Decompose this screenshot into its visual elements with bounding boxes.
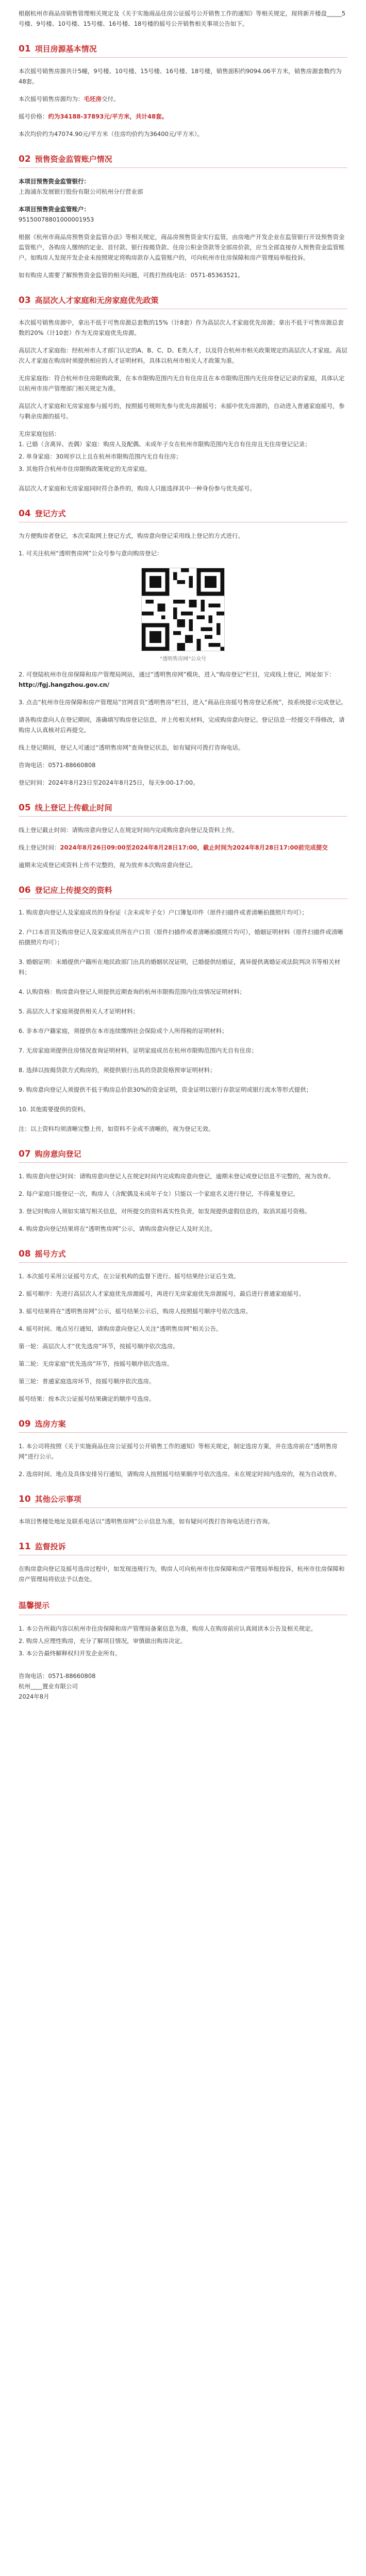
section-number: 11 xyxy=(19,1541,31,1552)
note: 注：以上资料均须清晰完整上传，如资料不全或不清晰的，视为登记无效。 xyxy=(19,1125,214,1132)
register-time: 登记时间：2024年8月23日至2024年8月25日，每天9:00-17:00。 xyxy=(19,779,199,786)
account-label: 本项目预售资金监管账户： xyxy=(19,206,90,213)
materials-list xyxy=(19,907,347,1114)
deadline-paragraph: 线上登记时间：2024年8月26日09:00至2024年8月28日17:00，截止时间为2024年8月28日17:00前完成提交 xyxy=(19,844,328,851)
paragraph: 1. 购房意向登记时间：请购房意向登记人在规定时间内完成购房意向登记，逾期未登记或登记信息不完整的，视为放弃。 xyxy=(19,1173,335,1180)
qr-caption: “透明售房网”公众号 xyxy=(159,656,207,662)
section-number: 07 xyxy=(19,1149,31,1159)
list-item: 2. 单身家庭：30周岁以上且在杭州市限购范围内无自有住房； xyxy=(19,453,182,460)
paragraph: 2. 每户家庭只能登记一次，购房人（含配偶及未成年子女）只能以一个家庭名义进行登记，不得重复登记。 xyxy=(19,1190,299,1197)
website-link[interactable]: http://fgj.hangzhou.gov.cn/ xyxy=(19,681,109,688)
paragraph: 2. 可登陆杭州市住房保障和房产管理局网站，通过“透明售房网”模块，进入“购房登记”栏目，完成线上登记，网址如下： xyxy=(19,671,335,678)
section-number: 05 xyxy=(19,803,31,813)
section-01-header xyxy=(19,43,347,54)
section-title: 其他公示事项 xyxy=(35,1495,81,1504)
bank-label: 本项目预售资金监管银行： xyxy=(19,178,90,185)
warm-tips-title: 温馨提示 xyxy=(19,1601,50,1610)
paragraph: 无房家庭包括： xyxy=(19,430,60,437)
paragraph: 本次摇号销售房源共计5幢，9号楼、10号楼、15号楼、16号楼、18号楼，销售面积约9094.06平方米，销售房源套数约为48套。 xyxy=(19,67,342,85)
paragraph: 第一轮：高层次人才“优先选房”环节，按摇号顺序依次选房。 xyxy=(19,1343,179,1350)
section-03-header xyxy=(19,295,347,306)
section-09-header xyxy=(19,1418,347,1429)
paragraph: 根据《杭州市商品房预售资金监管办法》等相关规定，商品房预售资金实行监管，由房地产开发企业在监管银行开设预售资金监管账户，各购房人缴纳的定金、首付款、银行按揭贷款、住房公积金贷款等全部房价款，应当全部直接存入预售资金监管账户。如购房人发现开发企业未按照规定将购房款存入监管账户的，可向杭州市住房保障和房产管理局举报投诉。 xyxy=(19,233,345,261)
section-number: 01 xyxy=(19,44,31,54)
section-number: 08 xyxy=(19,1249,31,1259)
paragraph: 3. 点击“杭州市住房保障和房产管理局”官网首页“透明售房”栏目，进入“商品住房摇号售房登记系统”，按系统提示完成登记。 xyxy=(19,699,347,706)
list-item: 10. 其他需要提供的资料。 xyxy=(19,1106,89,1113)
price-range-paragraph: 摇号价格：约为34188-37893元/平方米，共计48套。 xyxy=(19,113,168,120)
paragraph: 本次摇号销售房源均为：毛坯房交付。 xyxy=(19,95,120,103)
average-price-paragraph: 本次均价约为47074.90元/平方米（住房均价约为36400元/平方米）。 xyxy=(19,130,203,138)
paragraph: 2. 摇号顺序：先进行高层次人才家庭优先房源摇号，再进行无房家庭优先房源摇号，最后进行普通家庭摇号。 xyxy=(19,1290,305,1297)
paragraph: 2. 选房时间、地点及具体安排另行通知，请购房人按照摇号结果顺序号依次选房。未在规定时间内选房的，视为自动放弃。 xyxy=(19,1470,341,1478)
section-title: 登记方式 xyxy=(35,509,66,518)
footer-company: 杭州____置业有限公司 xyxy=(19,1683,78,1690)
section-divider xyxy=(19,1432,347,1433)
list-item: 1. 购房意向登记人及家庭成员的身份证（含未成年子女）户口簿复印件（原件扫描件或者清晰拍摄照片均可）； xyxy=(19,909,308,916)
paragraph: 1. 本公司将按照《关于实施商品住房公证摇号公开销售工作的通知》等相关规定，制定选房方案，并在选房前在“透明售房网”进行公示。 xyxy=(19,1443,338,1460)
footer xyxy=(19,1671,347,1702)
section-divider xyxy=(19,167,347,168)
list-item: 5. 高层次人才家庭须提供相关人才证明材料； xyxy=(19,1008,139,1015)
paragraph: 摇号结果：按本次公证摇号结果确定的顺序号选房。 xyxy=(19,1395,155,1402)
paragraph: 4. 摇号时间、地点另行通知，请购房意向登记人关注“透明售房网”相关公告。 xyxy=(19,1325,222,1332)
paragraph: 3. 登记时购房人须如实填写相关信息，对所提交的资料真实性负责，如发现提供虚假信息的，取消其摇号资格。 xyxy=(19,1208,311,1215)
section-number: 10 xyxy=(19,1494,31,1504)
list-item: 3. 其他符合杭州市住房限购政策规定的无房家庭。 xyxy=(19,465,151,472)
section-number: 03 xyxy=(19,295,31,306)
list-item: 1. 本公告所载内容以杭州市住房保障和房产管理局备案信息为准，购房人在购房前应认真阅读本公告及相关规定。 xyxy=(19,1625,317,1632)
paragraph: 第二轮：无房家庭“优先选房”环节，按摇号顺序依次选房。 xyxy=(19,1360,173,1367)
section-05-header xyxy=(19,802,347,813)
section-title: 预售资金监管账户情况 xyxy=(35,155,112,164)
section-title: 项目房源基本情况 xyxy=(35,44,97,54)
section-title: 摇号方式 xyxy=(35,1249,66,1259)
section-number: 06 xyxy=(19,885,31,895)
consult-phone: 咨询电话：0571-88660808 xyxy=(19,761,96,769)
section-title: 高层次人才家庭和无房家庭优先政策 xyxy=(35,296,159,305)
section-title: 登记应上传提交的资料 xyxy=(35,886,112,895)
paragraph: 高层次人才家庭和无房家庭参与摇号的，按照摇号规则先参与优先房源摇号；未摇中优先房源的，自动进入普通家庭摇号，参与剩余房源的摇号。 xyxy=(19,402,345,420)
list-item: 7. 无房家庭须提供住房情况查询证明材料，证明家庭成员在杭州市限购范围内无自有住房； xyxy=(19,1047,258,1054)
paragraph: 高层次人才家庭指：经杭州市人才部门认定的A、B、C、D、E类人才，以及符合杭州市相关政策规定的高层次人才家庭。高层次人才家庭在购房时须提供相应的人才证明材料，具体以杭州市相关人才政策为准。 xyxy=(19,347,347,364)
paragraph: 本次摇号销售房源中，拿出不低于可售房源总套数的15%（计8套）作为高层次人才家庭优先房源；拿出不低于可售房源总套数的20%（计10套）作为无房家庭优先房源。 xyxy=(19,319,344,336)
list-item: 4. 认购资格：购房意向登记人须提供近期查询的杭州市限购范围内住房情况证明材料； xyxy=(19,988,246,995)
section-number: 09 xyxy=(19,1419,31,1429)
intro-paragraph: 根据杭州市商品房销售管理相关规定及《关于实施商品住房公证摇号公开销售工作的通知》等相关规定，现将新开楼盘_____5号楼、9号楼、10号楼、15号楼、16号楼、18号楼的摇号公开销售相关事项公告如下。 xyxy=(19,10,346,27)
account-number: 95150078801000001953 xyxy=(19,216,94,223)
paragraph: 线上登记期间，登记人可通过“透明售房网”查询登记状态，如有疑问可拨打咨询电话。 xyxy=(19,744,244,751)
section-divider xyxy=(19,57,347,58)
list-item: 2. 户口本首页及购房登记人及家庭成员所在户口页（原件扫描件或者清晰拍摄照片均可），婚姻证明材料（原件扫描件或清晰拍摄照片均可）； xyxy=(19,928,343,946)
list-item: 1. 已婚（含离异、丧偶）家庭：购房人及配偶、未成年子女在杭州市限购范围内无自有住房且无住房登记记录； xyxy=(19,440,311,448)
paragraph: 第三轮：普通家庭选房环节，按摇号顺序依次选房。 xyxy=(19,1378,155,1385)
section-divider xyxy=(19,1507,347,1508)
list-item: 3. 婚姻证明：未婚提供户籍所在地民政部门出具的婚姻状况证明，已婚提供结婚证，离异提供离婚证或法院判决书等相关材料； xyxy=(19,958,341,976)
qr-code-image[interactable] xyxy=(141,568,225,651)
paragraph: 为方便购房者登记，本次采取网上登记方式，购房意向登记采用线上登记的方式进行。 xyxy=(19,532,244,539)
section-08-header xyxy=(19,1248,347,1259)
section-divider xyxy=(19,816,347,817)
section-title: 购房意向登记 xyxy=(35,1149,81,1159)
list-item: 8. 选择以按揭贷款方式购房的，须提供银行出具的贷款资格预审证明材料； xyxy=(19,1066,216,1074)
section-11-header xyxy=(19,1541,347,1552)
section-number: 04 xyxy=(19,509,31,519)
section-title: 监督投诉 xyxy=(35,1542,66,1551)
warm-tips-list xyxy=(19,1623,347,1658)
list-item: 2. 购房人应理性购房，充分了解项目情况，审慎做出购房决定。 xyxy=(19,1637,187,1645)
list-item: 3. 本公告最终解释权归开发企业所有。 xyxy=(19,1650,121,1657)
paragraph: 1. 本次摇号采用公证摇号方式，在公证机构的监督下进行。摇号结果经公证后生效。 xyxy=(19,1273,240,1280)
list-item: 6. 非本市户籍家庭，须提供在本市连续缴纳社会保险或个人所得税的证明材料； xyxy=(19,1027,228,1035)
paragraph: 无房家庭指：符合杭州市住房限购政策，在本市限购范围内无自有住房且在本市限购范围内无住房登记记录的家庭，具体认定以杭州市房产管理部门相关规定为准。 xyxy=(19,375,345,392)
footer-date: 2024年8月 xyxy=(19,1693,49,1700)
paragraph: 本项目售楼处地址及联系电话以“透明售房网”公示信息为准，如有疑问可拨打咨询电话进行咨询。 xyxy=(19,1518,274,1525)
footer-phone: 咨询电话：0571-88660808 xyxy=(19,1672,96,1680)
section-title: 选房方案 xyxy=(35,1419,66,1429)
list-item: 9. 购房意向登记人须提供不低于购房总价款30%的资金证明，资金证明以银行存款证明或银行流水等形式提供； xyxy=(19,1086,312,1093)
section-divider xyxy=(19,1162,347,1163)
section-number: 02 xyxy=(19,154,31,164)
paragraph: 在购房意向登记及摇号选房过程中，如发现违规行为，购房人可向杭州市住房保障和房产管理局举报投诉，杭州市住房保障和房产管理局将依法予以查处。 xyxy=(19,1565,345,1583)
paragraph: 如有购房人需要了解预售资金监管的相关问题，可拨打热线电话：0571-85363521。 xyxy=(19,272,244,279)
section-divider xyxy=(19,1262,347,1263)
section-10-header xyxy=(19,1494,347,1504)
paragraph: 4. 购房意向登记结果将在“透明售房网”公示，请购房意向登记人及时关注。 xyxy=(19,1225,217,1232)
paragraph: 线上登记截止时间：请购房意向登记人在规定时间内完成购房意向登记及资料上传。 xyxy=(19,826,238,834)
paragraph: 请各购房意向人在登记期间，准确填写购房登记信息，并上传相关材料，完成购房意向登记。登记信息一经提交不得修改，请购房人认真核对后再提交。 xyxy=(19,716,345,734)
section-06-header xyxy=(19,885,347,895)
section-title: 线上登记上传截止时间 xyxy=(35,803,112,812)
paragraph: 3. 摇号结果将在“透明售房网”公示，摇号结果公示后，购房人按照摇号顺序号依次选房。 xyxy=(19,1308,252,1315)
section-02-header xyxy=(19,154,347,164)
no-house-list xyxy=(19,439,347,474)
section-04-header xyxy=(19,508,347,519)
section-07-header xyxy=(19,1148,347,1159)
paragraph: 逾期未完成登记或资料上传不完整的，视为放弃本次购房意向登记。 xyxy=(19,861,196,869)
bank-name: 上海浦东发展银行股份有限公司杭州分行营业部 xyxy=(19,188,143,195)
paragraph: 1. 可关注杭州“透明售房网”公众号参与意向购房登记： xyxy=(19,550,163,557)
paragraph: 高层次人才家庭和无房家庭同时符合条件的，购房人只能选择其中一种身份参与优先摇号。 xyxy=(19,485,256,492)
